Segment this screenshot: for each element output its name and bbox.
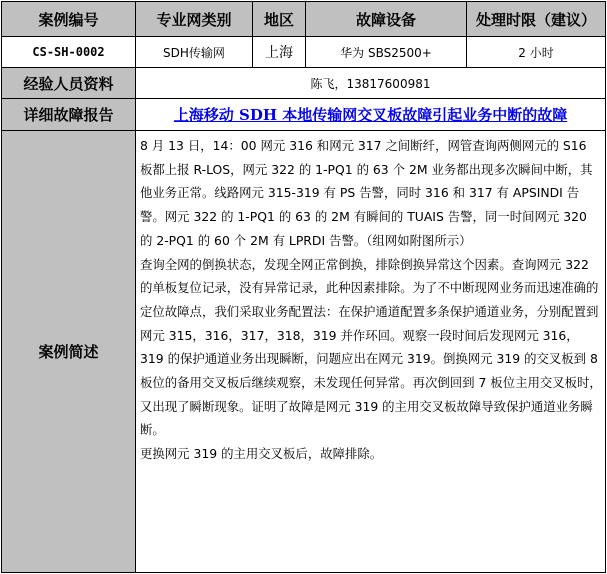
summary-label: 案例简述 [2,131,136,573]
summary-row [2,131,606,573]
summary-paragraph-3: 更换网元 319 的主用交叉板后，故障排除。 [140,446,383,462]
region-value: 上海 [253,37,306,68]
header-time-limit: 处理时限（建议） [467,2,606,37]
time-limit-value: 2 小时 [467,37,606,68]
report-label: 详细故障报告 [2,99,136,131]
case-no-value: CS-SH-0002 [2,37,136,68]
header-network-type: 专业网类别 [136,2,253,37]
network-type-value: SDH传输网 [136,37,253,68]
summary-paragraph-1: 8 月 13 日，14：00 网元 316 和网元 317 之间断纤，网管查询两侧网元的 S16 板都上报 R-LOS，网元 322 的 1-PQ1 的 63 个 2M 业务都出现多次瞬间中断，其他业务正常。线路网元 315-319 有 PS 告警，同时 316 和 317 有 APSINDI 告警。网元 322 的 1-PQ1 的 63 的 2M 有瞬间的 TUAIS 告警，同一时间网元 320 的 2-PQ1 的 60 个 2M 有 LPRDI 告警。（组网如附图所示） [140,138,593,248]
fault-case-sheet [1,1,605,574]
expert-value: 陈飞，13817600981 [136,68,606,99]
summary-body [136,131,606,573]
header-region: 地区 [253,2,306,37]
report-row [2,99,606,131]
case-table [1,1,606,573]
header-faulty-device: 故障设备 [306,2,467,37]
expert-row [2,68,606,99]
report-title-cell [136,99,606,131]
meta-row [2,37,606,68]
summary-paragraph-2: 查询全网的倒换状态，发现全网正常倒换，排除倒换异常这个因素。查询网元 322 的单板复位记录，没有异常记录，此种因素排除。为了不中断现网业务而迅速准确的定位故障点，我们采取业务配置法：在保护通道配置多条保护通道业务，分别配置到网元 315，316，317，318，319 并作环回。观察一段时间后发现网元 316，319 的保护通道业务出现瞬断，问题应出在网元 319。倒换网元 319 的交叉板到 8 板位的备用交叉板后继续观察，未发现任何异常。再次倒回到 7 板位主用交叉板时，又出现了瞬断现象。证明了故障是网元 319 的主用交叉板故障导致保护通道业务瞬断。 [140,256,602,438]
header-row [2,2,606,37]
expert-label: 经验人员资料 [2,68,136,99]
header-case-no: 案例编号 [2,2,136,37]
report-title-link[interactable]: 上海移动 SDH 本地传输网交叉板故障引起业务中断的故障 [173,106,568,124]
faulty-device-value: 华为 SBS2500+ [306,37,467,68]
